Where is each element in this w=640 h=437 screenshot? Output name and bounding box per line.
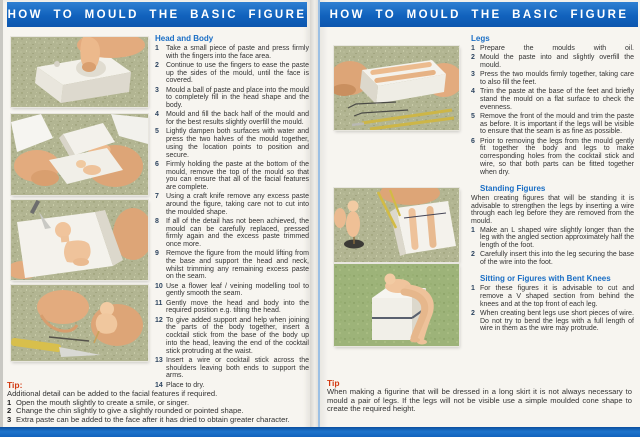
step-item: Take a small piece of paste and press firmly with the fingers into the face area. [166, 45, 309, 60]
right-tip-section [327, 379, 632, 414]
step-item: When creating bent legs use short pieces of wire. Do not try to bend the legs with a full length of wire in them as the wire may protrude. [480, 310, 634, 333]
photo-trimming-figure-with-craft-knife [11, 200, 148, 280]
left-tip-intro: Additional detail can be added to the facial features if required. [7, 389, 218, 398]
right-page-header-bar [320, 2, 638, 27]
heading-head-and-body: Head and Body [155, 34, 214, 43]
step-item: Prepare the moulds with oil. [480, 45, 634, 52]
left-tip-list [7, 399, 309, 425]
step-item: Prior to removing the legs from the mould gently fit together the body and legs to make corresponding holes from the cocktail stick and wire, so that both parts can be fitted together when dry. [480, 137, 634, 176]
step-item: Press the two moulds firmly together, taking care to also fill the feet. [480, 71, 634, 86]
right-text-column [471, 34, 634, 335]
step-item: Place to dry. [166, 381, 205, 389]
step-item: Make an L shaped wire slightly longer than the leg with the angled section approximately half the length of the foot. [480, 226, 634, 250]
left-page-title: HOW TO MOULD THE BASIC FIGURE [7, 8, 307, 21]
photo-pressing-paste-into-face-mould [11, 37, 148, 107]
right-tip-text: When making a figurine that will be dressed in a long skirt it is not always necessary to mould a pair of legs. If the legs will not be visible use a simple moulded cone shape to create the required height. [327, 387, 632, 414]
step-item: Remove the figure from the mould lifting from the base and support the head and neck, whilst trimming any remaining excess paste on the seam. [166, 250, 309, 281]
photo-bent-legs-over-block [334, 264, 459, 346]
bottom-blue-bar [0, 427, 640, 437]
standing-figures-intro: When creating figures that will be standing it is advisable to strengthen the legs by inserting a wire through each leg before they are removed from the mould. [471, 194, 634, 225]
step-item: Use a flower leaf / veining modelling tool to gently smooth the seam. [166, 282, 309, 298]
step-item: Trim the paste at the base of the feet and briefly stand the mould on a flat surface to check the evenness. [480, 88, 634, 111]
photo-legs-in-open-mould [334, 188, 459, 262]
left-tip-section [7, 381, 309, 424]
standing-figures-steps [471, 227, 634, 267]
sitting-figures-steps [471, 285, 634, 333]
left-tip-label: Tip: [7, 380, 23, 390]
left-page-header-bar [7, 2, 307, 27]
left-page [3, 0, 310, 437]
tip-item: Change the chin slightly to give a slightly rounded or pointed shape. [16, 406, 244, 416]
step-item: Firmly holding the paste at the bottom of the mould, remove the top of the mould so that you can ensure that all of the facial features are complete. [166, 160, 309, 191]
step-item: Lightly dampen both surfaces with water and press the two halves of the mould together, using the location points to position and secure. [166, 128, 309, 159]
legs-steps [471, 45, 634, 176]
step-item: Mould and fill the back half of the mould and for the best results slightly overfill the mould. [166, 111, 309, 127]
heading-standing-figures: Standing Figures [480, 183, 546, 193]
step-item: Insert a wire or cocktail stick across the shoulders leaving both ends to support the arms. [166, 356, 309, 380]
step-item: Mould a ball of paste and place into the mould to completely fill in the head shape and the body. [166, 86, 309, 110]
step-item: Mould the paste into and slightly overfill the mould. [480, 54, 634, 69]
page-spine [310, 0, 318, 437]
photo-opening-two-mould-halves [11, 114, 148, 195]
left-text-column [155, 34, 309, 391]
heading-sitting-figures: Sitting or Figures with Bent Knees [480, 274, 611, 284]
right-page-title: HOW TO MOULD THE BASIC FIGURE [329, 8, 629, 21]
tip-item: Open the mouth slightly to create a smile, or singer. [16, 397, 190, 407]
tip-item: Extra paste can be added to the face after it has dried to obtain greater character. [16, 414, 290, 424]
step-item: Using a craft knife remove any excess paste around the figure, taking care not to cut into the moulded shape. [166, 193, 309, 216]
head-and-body-steps [155, 45, 309, 389]
step-item: Carefully insert this into the leg securing the base of the wire into the foot. [480, 251, 634, 267]
photo-leg-mould-with-tools [334, 46, 459, 130]
heading-legs: Legs [471, 34, 490, 43]
step-item: Remove the front of the mould and trim the paste as before. It is important if the legs will be visible to ensure that the seam is as fine as possible. [480, 113, 634, 136]
step-item: To give added support and help when joining the parts of the body together, insert a cocktail stick from the base of the body up into the head, leaving the end of the cocktail stick protruding at the waist. [166, 316, 309, 355]
step-item: For these figures it is advisable to cut and remove a V shaped section from behind the knees and at the top front of each leg. [480, 285, 634, 308]
step-item: Continue to use the fingers to ease the paste up the sides of the mould, until the face is covered. [166, 62, 309, 85]
step-item: If all of the detail has not been achieved, the mould can be carefully replaced, pressed firmly again and the excess paste trimmed once more. [166, 217, 309, 249]
photo-inserting-cocktail-stick [11, 285, 148, 361]
right-tip-label: Tip [327, 378, 340, 388]
right-page [318, 0, 640, 437]
step-item: Gently move the head and body into the required position e.g. tilting the head. [166, 299, 309, 315]
